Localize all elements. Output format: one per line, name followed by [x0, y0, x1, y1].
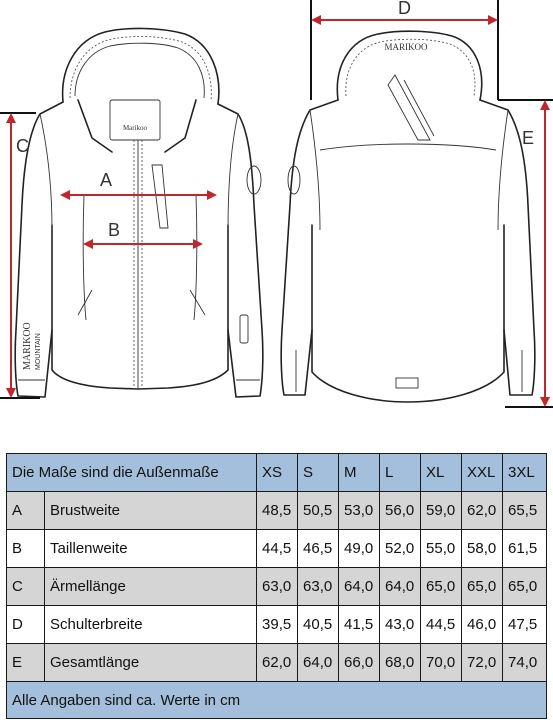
cell-value: 64,0 [298, 644, 339, 682]
cell-value: 46,0 [462, 606, 503, 644]
sleeve-brand-sub: MOUNTAIN [35, 333, 42, 370]
cell-value: 59,0 [421, 492, 462, 530]
size-header-xs: XS [257, 454, 298, 492]
cell-value: 72,0 [462, 644, 503, 682]
label-c: C [16, 136, 29, 156]
table-row [7, 492, 547, 530]
table-footer-note: Alle Angaben sind ca. Werte in cm [7, 682, 547, 719]
cell-value: 52,0 [380, 530, 421, 568]
cell-value: 66,0 [339, 644, 380, 682]
table-header-row [7, 454, 547, 492]
cell-value: 39,5 [257, 606, 298, 644]
row-name: Ärmellänge [45, 568, 257, 606]
row-key: C [7, 568, 45, 606]
cell-value: 63,0 [298, 568, 339, 606]
size-header-xxl: XXL [462, 454, 503, 492]
cell-value: 61,5 [503, 530, 547, 568]
table-footer-row [7, 682, 547, 719]
collar-label: Marikoo [122, 124, 148, 132]
row-name: Taillenweite [45, 530, 257, 568]
cell-value: 47,5 [503, 606, 547, 644]
sleeve-brand-text: MARIKOO [22, 322, 33, 370]
label-a: A [100, 170, 113, 190]
cell-value: 63,0 [257, 568, 298, 606]
cell-value: 55,0 [421, 530, 462, 568]
row-key: D [7, 606, 45, 644]
cell-value: 56,0 [380, 492, 421, 530]
front-jacket-drawing [15, 28, 263, 397]
cell-value: 65,0 [503, 568, 547, 606]
label-b: B [108, 220, 121, 240]
table-row [7, 568, 547, 606]
cell-value: 46,5 [298, 530, 339, 568]
size-header-xl: XL [421, 454, 462, 492]
cell-value: 68,0 [380, 644, 421, 682]
row-key: B [7, 530, 45, 568]
label-e: E [522, 128, 535, 148]
cell-value: 62,0 [462, 492, 503, 530]
cell-value: 62,0 [257, 644, 298, 682]
back-jacket-drawing [281, 31, 535, 402]
cell-value: 43,0 [380, 606, 421, 644]
size-table [6, 453, 547, 719]
cell-value: 70,0 [421, 644, 462, 682]
cell-value: 41,5 [339, 606, 380, 644]
cell-value: 65,0 [462, 568, 503, 606]
size-header-m: M [339, 454, 380, 492]
size-header-s: S [298, 454, 339, 492]
cell-value: 40,5 [298, 606, 339, 644]
cell-value: 50,5 [298, 492, 339, 530]
table-row [7, 530, 547, 568]
cell-value: 48,5 [257, 492, 298, 530]
cell-value: 64,0 [380, 568, 421, 606]
table-row [7, 606, 547, 644]
table-row [7, 644, 547, 682]
cell-value: 65,5 [503, 492, 547, 530]
cell-value: 53,0 [339, 492, 380, 530]
row-name: Schulterbreite [45, 606, 257, 644]
table-header-title: Die Maße sind die Außenmaße [7, 454, 257, 492]
cell-value: 74,0 [503, 644, 547, 682]
label-d: D [398, 0, 411, 18]
cell-value: 44,5 [257, 530, 298, 568]
row-name: Brustweite [45, 492, 257, 530]
cell-value: 58,0 [462, 530, 503, 568]
cell-value: 44,5 [421, 606, 462, 644]
size-header-3xl: 3XL [503, 454, 547, 492]
cell-value: 64,0 [339, 568, 380, 606]
row-key: E [7, 644, 45, 682]
cell-value: 65,0 [421, 568, 462, 606]
size-header-l: L [380, 454, 421, 492]
hood-brand-text: MARIKOO [384, 42, 428, 52]
row-key: A [7, 492, 45, 530]
row-name: Gesamtlänge [45, 644, 257, 682]
cell-value: 49,0 [339, 530, 380, 568]
